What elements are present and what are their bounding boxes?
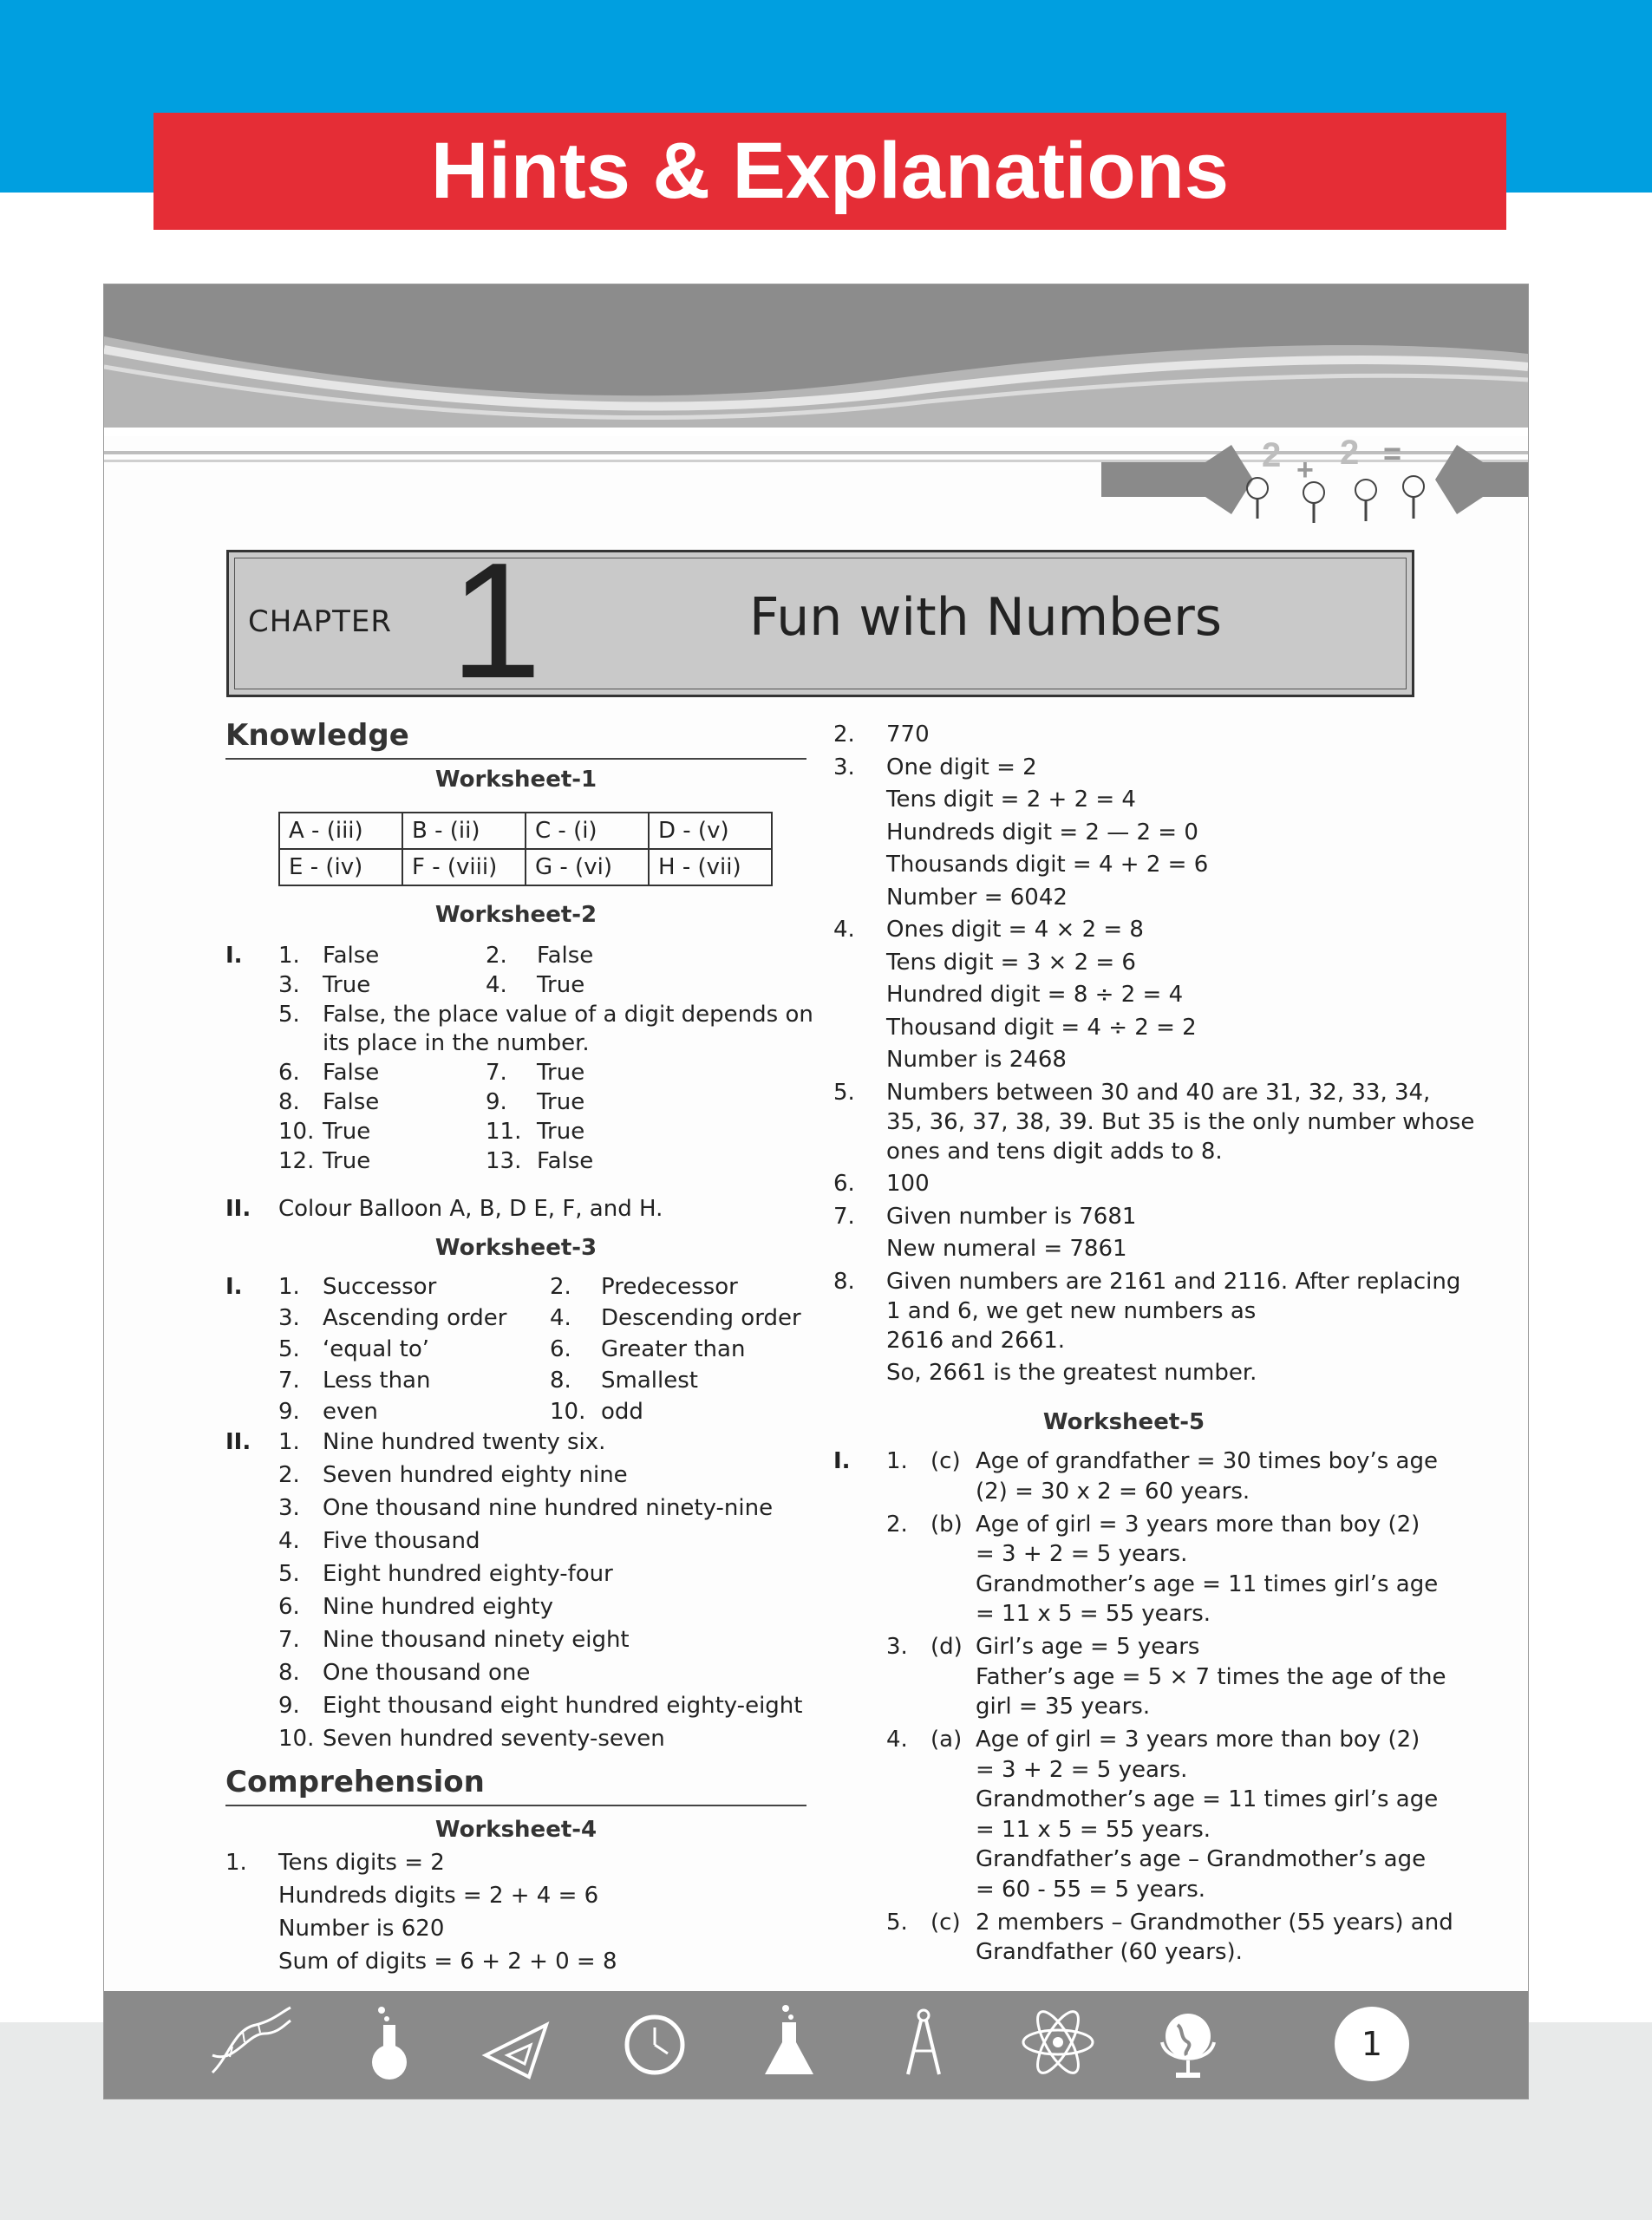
list-item: Father’s age = 5 × 7 times the age of the bbox=[976, 1663, 1446, 1690]
list-item: Hundred digit = 8 ÷ 2 = 4 bbox=[886, 982, 1184, 1008]
worksheet-3-title: Worksheet-3 bbox=[434, 1235, 597, 1261]
table-cell: A - (iii) bbox=[279, 813, 402, 849]
worksheet-1-table bbox=[278, 812, 773, 886]
list-item: Hundreds digits = 2 + 4 = 6 bbox=[278, 1883, 599, 1909]
roman-numeral: II. bbox=[225, 1429, 251, 1455]
footer-bar bbox=[104, 1991, 1528, 2099]
option-letter: (c) bbox=[930, 1448, 961, 1474]
banner-title: Hints & Explanations bbox=[153, 113, 1506, 230]
list-number: 4. bbox=[278, 1528, 300, 1554]
list-item: So, 2661 is the greatest number. bbox=[886, 1360, 1257, 1386]
list-item: Nine thousand ninety eight bbox=[323, 1627, 630, 1653]
list-number: 1. bbox=[886, 1448, 908, 1474]
list-item: New numeral = 7861 bbox=[886, 1236, 1127, 1262]
option-letter: (c) bbox=[930, 1909, 961, 1936]
list-item: even bbox=[323, 1399, 378, 1425]
list-number: 3. bbox=[278, 972, 300, 998]
list-number: 8. bbox=[278, 1660, 300, 1686]
list-number: 3. bbox=[278, 1495, 300, 1521]
list-number: 1. bbox=[278, 943, 300, 969]
list-item: Tens digit = 3 × 2 = 6 bbox=[886, 949, 1136, 976]
list-item: Eight hundred eighty-four bbox=[323, 1561, 613, 1587]
list-item: True bbox=[323, 1119, 371, 1145]
list-number: 4. bbox=[486, 972, 507, 998]
list-number: 2. bbox=[278, 1462, 300, 1488]
list-number: 2. bbox=[886, 1511, 908, 1538]
table-row bbox=[279, 813, 772, 849]
list-number: 10. bbox=[278, 1726, 315, 1752]
list-number: 2. bbox=[486, 943, 507, 969]
chapter-number: 1 bbox=[450, 529, 542, 713]
roman-numeral: II. bbox=[225, 1196, 251, 1222]
list-item: (2) = 30 x 2 = 60 years. bbox=[976, 1478, 1250, 1505]
list-item: Five thousand bbox=[323, 1528, 480, 1554]
list-item: One digit = 2 bbox=[886, 754, 1037, 780]
list-item: Smallest bbox=[601, 1368, 698, 1394]
set-square-icon bbox=[477, 2003, 564, 2081]
list-item: True bbox=[537, 1089, 585, 1115]
worksheet-2-colour-answer: Colour Balloon A, B, D E, F, and H. bbox=[278, 1196, 663, 1222]
chapter-title: Fun with Numbers bbox=[749, 587, 1223, 648]
list-item: Less than bbox=[323, 1368, 431, 1394]
list-item: ones and tens digit adds to 8. bbox=[886, 1138, 1223, 1165]
worksheet-4-title: Worksheet-4 bbox=[434, 1817, 597, 1843]
list-number: 7. bbox=[278, 1627, 300, 1653]
kids-math-illustration bbox=[1101, 428, 1529, 532]
list-item: Predecessor bbox=[601, 1274, 738, 1300]
list-item: Ones digit = 4 × 2 = 8 bbox=[886, 917, 1144, 943]
beaker-icon bbox=[746, 2003, 833, 2081]
list-item: Tens digit = 2 + 2 = 4 bbox=[886, 787, 1136, 813]
list-item: = 11 x 5 = 55 years. bbox=[976, 1601, 1211, 1627]
list-number: 2. bbox=[550, 1274, 571, 1300]
section-comprehension: Comprehension bbox=[225, 1765, 806, 1806]
list-number: 12. bbox=[278, 1148, 315, 1174]
list-item: Eight thousand eight hundred eighty-eight bbox=[323, 1693, 803, 1719]
list-item: Sum of digits = 6 + 2 + 0 = 8 bbox=[278, 1949, 617, 1975]
list-item: Given number is 7681 bbox=[886, 1203, 1137, 1230]
list-item: Seven hundred eighty nine bbox=[323, 1462, 628, 1488]
list-item: Nine hundred eighty bbox=[323, 1594, 554, 1620]
list-item: Tens digits = 2 bbox=[278, 1850, 445, 1876]
list-item: True bbox=[537, 1119, 585, 1145]
list-item: = 3 + 2 = 5 years. bbox=[976, 1756, 1188, 1783]
table-row bbox=[279, 849, 772, 885]
atom-icon bbox=[1015, 2003, 1101, 2081]
list-item: Seven hundred seventy-seven bbox=[323, 1726, 665, 1752]
list-number: 6. bbox=[278, 1594, 300, 1620]
list-number: 3. bbox=[833, 754, 855, 780]
table-cell: C - (i) bbox=[526, 813, 649, 849]
list-item: Nine hundred twenty six. bbox=[323, 1429, 606, 1455]
list-number: 6. bbox=[833, 1171, 855, 1197]
list-item: Successor bbox=[323, 1274, 437, 1300]
chapter-label: CHAPTER bbox=[248, 604, 392, 639]
list-item: Descending order bbox=[601, 1305, 801, 1331]
worksheet-1-title: Worksheet-1 bbox=[434, 767, 597, 793]
list-item: Thousands digit = 4 + 2 = 6 bbox=[886, 852, 1209, 878]
compass-icon bbox=[880, 2003, 967, 2081]
list-number: 9. bbox=[278, 1399, 300, 1425]
worksheet-2-title: Worksheet-2 bbox=[434, 902, 597, 928]
svg-text:=: = bbox=[1383, 435, 1402, 471]
worksheet-5-title: Worksheet-5 bbox=[1042, 1409, 1205, 1435]
list-item: Thousand digit = 4 ÷ 2 = 2 bbox=[886, 1014, 1197, 1041]
list-number: 5. bbox=[278, 1561, 300, 1587]
list-number: 5. bbox=[278, 1002, 300, 1028]
list-item: Age of girl = 3 years more than boy (2) bbox=[976, 1511, 1420, 1538]
list-item: Given numbers are 2161 and 2116. After replacing bbox=[886, 1268, 1461, 1295]
table-cell: E - (iv) bbox=[279, 849, 402, 885]
list-number: 9. bbox=[278, 1693, 300, 1719]
list-item: Number = 6042 bbox=[886, 884, 1068, 911]
list-number: 4. bbox=[550, 1305, 571, 1331]
list-number: 3. bbox=[278, 1305, 300, 1331]
table-cell: B - (ii) bbox=[402, 813, 526, 849]
list-number: 8. bbox=[833, 1268, 855, 1295]
list-item: Numbers between 30 and 40 are 31, 32, 33, 34, bbox=[886, 1079, 1431, 1106]
list-number: 3. bbox=[886, 1634, 908, 1660]
list-item: odd bbox=[601, 1399, 643, 1425]
list-item: False, the place value of a digit depends on bbox=[323, 1002, 813, 1028]
table-cell: D - (v) bbox=[649, 813, 772, 849]
list-number: 8. bbox=[278, 1089, 300, 1115]
option-letter: (a) bbox=[930, 1727, 963, 1753]
list-number: 6. bbox=[550, 1336, 571, 1362]
list-number: 1. bbox=[278, 1429, 300, 1455]
list-item: Grandfather’s age – Grandmother’s age bbox=[976, 1846, 1427, 1872]
list-item: 100 bbox=[886, 1171, 930, 1197]
list-item: 2 members – Grandmother (55 years) and bbox=[976, 1909, 1453, 1936]
list-item: = 11 x 5 = 55 years. bbox=[976, 1816, 1211, 1843]
svg-text:+: + bbox=[1296, 454, 1314, 486]
list-item: girl = 35 years. bbox=[976, 1694, 1151, 1720]
table-cell: H - (vii) bbox=[649, 849, 772, 885]
list-number: 8. bbox=[550, 1368, 571, 1394]
list-item: Ascending order bbox=[323, 1305, 507, 1331]
dna-icon bbox=[208, 2003, 295, 2081]
list-item: Grandmother’s age = 11 times girl’s age bbox=[976, 1786, 1439, 1812]
clock-icon bbox=[611, 2003, 698, 2081]
list-number: 5. bbox=[886, 1909, 908, 1936]
list-number: 10. bbox=[550, 1399, 586, 1425]
svg-text:2: 2 bbox=[1340, 434, 1360, 472]
list-item: True bbox=[537, 972, 585, 998]
list-item: ‘equal to’ bbox=[323, 1336, 430, 1362]
section-knowledge: Knowledge bbox=[225, 718, 806, 760]
roman-numeral: I. bbox=[225, 1274, 243, 1300]
list-number: 1. bbox=[225, 1850, 247, 1876]
list-item: = 3 + 2 = 5 years. bbox=[976, 1541, 1188, 1567]
list-number: 4. bbox=[886, 1727, 908, 1753]
list-number: 7. bbox=[278, 1368, 300, 1394]
table-cell: G - (vi) bbox=[526, 849, 649, 885]
list-item: 1 and 6, we get new numbers as bbox=[886, 1297, 1257, 1324]
page bbox=[103, 284, 1529, 2099]
page-number: 1 bbox=[1335, 2007, 1409, 2081]
list-number: 5. bbox=[278, 1336, 300, 1362]
list-item: False bbox=[537, 1148, 594, 1174]
list-number: 5. bbox=[833, 1079, 855, 1106]
list-number: 10. bbox=[278, 1119, 315, 1145]
list-item: = 60 - 55 = 5 years. bbox=[976, 1876, 1206, 1903]
list-number: 1. bbox=[278, 1274, 300, 1300]
roman-numeral: I. bbox=[225, 943, 243, 969]
list-item: False bbox=[323, 943, 380, 969]
list-item: Girl’s age = 5 years bbox=[976, 1634, 1200, 1660]
option-letter: (b) bbox=[930, 1511, 963, 1538]
list-item: False bbox=[323, 1060, 380, 1086]
list-item: True bbox=[323, 972, 371, 998]
flask-icon bbox=[347, 2003, 434, 2081]
list-number: 11. bbox=[486, 1119, 522, 1145]
list-item: Age of grandfather = 30 times boy’s age bbox=[976, 1448, 1438, 1474]
globe-icon bbox=[1145, 2003, 1231, 2081]
list-number: 4. bbox=[833, 917, 855, 943]
list-number: 9. bbox=[486, 1089, 507, 1115]
list-item: One thousand one bbox=[323, 1660, 531, 1686]
list-item: False bbox=[323, 1089, 380, 1115]
list-item: Greater than bbox=[601, 1336, 746, 1362]
list-item: True bbox=[323, 1148, 371, 1174]
list-item: its place in the number. bbox=[323, 1030, 590, 1056]
list-item: True bbox=[537, 1060, 585, 1086]
list-item: Grandmother’s age = 11 times girl’s age bbox=[976, 1570, 1439, 1597]
list-number: 13. bbox=[486, 1148, 522, 1174]
list-number: 2. bbox=[833, 722, 855, 748]
list-number: 6. bbox=[278, 1060, 300, 1086]
list-item: False bbox=[537, 943, 594, 969]
list-item: Number is 2468 bbox=[886, 1047, 1067, 1073]
list-item: Grandfather (60 years). bbox=[976, 1939, 1243, 1965]
list-item: One thousand nine hundred ninety-nine bbox=[323, 1495, 774, 1521]
list-item: 2616 and 2661. bbox=[886, 1327, 1066, 1354]
chapter-header bbox=[226, 529, 1414, 713]
list-number: 7. bbox=[486, 1060, 507, 1086]
list-item: 35, 36, 37, 38, 39. But 35 is the only number whose bbox=[886, 1108, 1475, 1135]
list-item: Hundreds digit = 2 — 2 = 0 bbox=[886, 819, 1198, 846]
list-number: 7. bbox=[833, 1203, 855, 1230]
option-letter: (d) bbox=[930, 1634, 963, 1660]
table-cell: F - (viii) bbox=[402, 849, 526, 885]
roman-numeral: I. bbox=[833, 1448, 851, 1474]
list-item: 770 bbox=[886, 722, 930, 748]
svg-text:2: 2 bbox=[1262, 436, 1282, 474]
list-item: Number is 620 bbox=[278, 1916, 445, 1942]
list-item: Age of girl = 3 years more than boy (2) bbox=[976, 1727, 1420, 1753]
